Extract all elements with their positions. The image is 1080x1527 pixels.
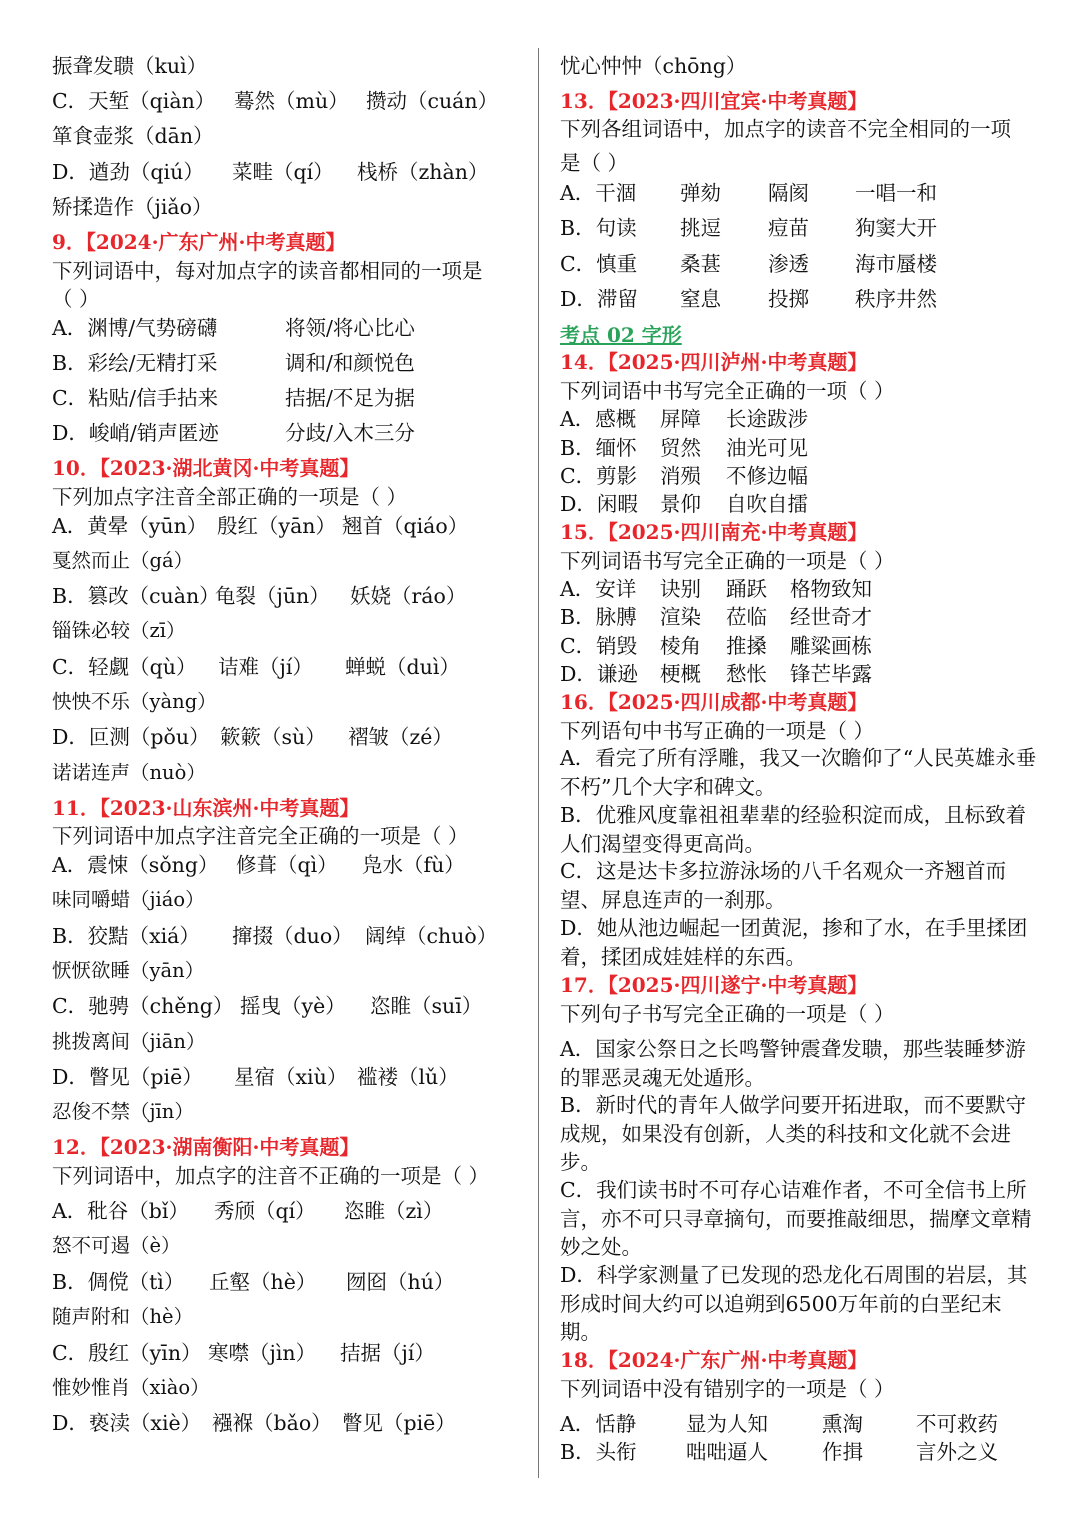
question-11-option-c-cont: 挑拨离间（jiān） <box>52 1030 206 1053</box>
question-14-stem: 下列词语中书写完全正确的一项（ ） <box>560 379 895 403</box>
question-13-heading: 13．【2023·四川宜宾·中考真题】 <box>560 89 868 113</box>
question-14-heading: 14．【2025·四川泸州·中考真题】 <box>560 350 868 374</box>
question-17-option-d: D．科学家测量了已发现的恐龙化石周围的岩层，其形成时间大约可以追朔到6500万年前的白垩纪末期。 <box>560 1263 1028 1344</box>
question-17-option-b: B．新时代的青年人做学问要开拓进取，而不要默守成规，如果没有创新，人类的科技和文化就不会进步。 <box>560 1093 1027 1174</box>
answer-line: 振聋发聩（kuì） <box>52 54 208 78</box>
question-12-stem: 下列词语中，加点字的注音不正确的一项是（ ） <box>52 1164 490 1188</box>
question-16-option-b: B．优雅风度靠祖祖辈辈的经验积淀而成，且标致着人们渴望变得更高尚。 <box>560 803 1027 856</box>
question-10-stem: 下列加点字注音全部正确的一项是（ ） <box>52 485 408 509</box>
question-12-option-a-cont: 怒不可遏（è） <box>52 1234 181 1257</box>
question-11-option-b-cont: 恹恹欲睡（yān） <box>52 959 205 982</box>
question-15-stem: 下列词语书写完全正确的一项是（ ） <box>560 549 895 573</box>
question-16-heading: 16．【2025·四川成都·中考真题】 <box>560 690 868 714</box>
question-12-heading: 12．【2023·湖南衡阳·中考真题】 <box>52 1135 360 1159</box>
question-10-option-d-cont: 诺诺连声（nuò） <box>52 761 206 784</box>
question-13-stem: 下列各组词语中，加点字的读音不完全相同的一项 <box>560 117 1011 141</box>
question-11-stem: 下列词语中加点字注音完全正确的一项是（ ） <box>52 824 469 848</box>
question-16-option-a: A．看完了所有浮雕，我又一次瞻仰了“人民英雄永垂不朽”几个大字和碑文。 <box>560 746 1037 799</box>
question-9-heading: 9．【2024·广东广州·中考真题】 <box>52 230 346 254</box>
question-10-option-a-cont: 戛然而止（gá） <box>52 549 194 572</box>
question-16-option-c: C．这是达卡多拉游泳场的八千名观众一齐翘首而望、屏息连声的一刹那。 <box>560 859 1007 912</box>
question-17-option-a: A．国家公祭日之长鸣警钟震聋发聩，那些装睡梦游的罪恶灵魂无处遁形。 <box>560 1037 1026 1090</box>
question-17-heading: 17．【2025·四川遂宁·中考真题】 <box>560 973 868 997</box>
question-12-option-b-cont: 随声附和（hè） <box>52 1305 194 1328</box>
question-11-option-d-cont: 忍俊不禁（jīn） <box>52 1100 194 1123</box>
question-11-heading: 11．【2023·山东滨州·中考真题】 <box>52 796 360 820</box>
section-heading: 考点 02 字形 <box>560 323 682 347</box>
answer-line: 矫揉造作（jiǎo） <box>52 195 213 219</box>
question-9-stem-cont: （ ） <box>52 287 100 311</box>
question-15-heading: 15．【2025·四川南充·中考真题】 <box>560 520 868 544</box>
answer-line: 忧心忡忡（chōng） <box>560 54 747 78</box>
question-16-stem: 下列语句中书写正确的一项是（ ） <box>560 719 875 743</box>
question-11-option-a-cont: 味同嚼蜡（jiáo） <box>52 888 205 911</box>
question-16-option-d: D．她从池边崛起一团黄泥，掺和了水，在手里揉团着，揉团成娃娃样的东西。 <box>560 916 1028 969</box>
question-17-option-c: C．我们读书时不可存心诘难作者，不可全信书上所言，亦不可只寻章摘句，而要推敲细思，揣摩文章精妙之处。 <box>560 1178 1032 1259</box>
question-10-heading: 10．【2023·湖北黄冈·中考真题】 <box>52 456 360 480</box>
question-18-stem: 下列词语中没有错别字的一项是（ ） <box>560 1377 895 1401</box>
answer-line: 箪食壶浆（dān） <box>52 124 214 148</box>
question-13-stem-cont: 是（ ） <box>560 151 629 175</box>
question-12-option-c-cont: 惟妙惟肖（xiào） <box>52 1376 210 1399</box>
question-10-option-b-cont: 锱铢必较（zī） <box>52 619 186 642</box>
question-17-stem: 下列句子书写完全正确的一项是（ ） <box>560 1002 895 1026</box>
question-9-stem: 下列词语中，每对加点字的读音都相同的一项是 <box>52 259 483 283</box>
question-18-heading: 18．【2024·广东广州·中考真题】 <box>560 1348 868 1372</box>
question-10-option-c-cont: 怏怏不乐（yàng） <box>52 690 217 713</box>
column-divider <box>538 48 539 1478</box>
